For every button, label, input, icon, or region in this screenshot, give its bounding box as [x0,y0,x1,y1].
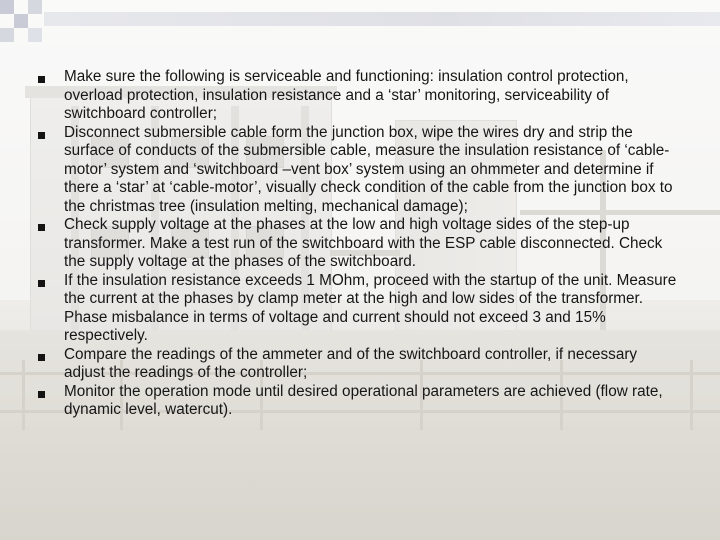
list-item [38,124,678,217]
decor-square [14,14,28,28]
list-item [38,272,678,346]
list-item [38,216,678,272]
list-item-text: Disconnect submersible cable form the junction box, wipe the wires dry and strip the surface of conducts of the submersible cable, measure the insulation resistance of ‘cable-motor’ system and ‘switchboard –vent box’ system using an ohmmeter and determine if there a ‘star’ at ‘cable-motor’, visually check condition of the cable from the junction box to the christmas tree (insulation melting, mechanical damage); [64,123,673,215]
list-item [38,346,678,383]
list-item [38,68,678,124]
square-bullet-icon [38,354,45,361]
square-bullet-icon [38,132,45,139]
decor-square [0,28,14,42]
decor-square [28,0,42,14]
bullet-list-container [38,68,678,420]
list-item [38,383,678,420]
bullet-list [38,68,678,420]
header-decoration [0,0,720,44]
square-bullet-icon [38,280,45,287]
header-bar [44,12,720,26]
square-bullet-icon [38,76,45,83]
list-item-text: Check supply voltage at the phases at the low and high voltage sides of the step-up transformer. Make a test run of the switchboard with the ESP cable disconnected. Check the supply voltage at the phases of the switchboard. [64,216,663,270]
square-bullet-icon [38,391,45,398]
list-item-text: If the insulation resistance exceeds 1 MOhm, proceed with the startup of the unit. Measure the current at the phases by clamp meter at the high and low sides of the transformer. Phase misbalance in terms of voltage and current should not exceed 3 and 15% respectively. [64,271,677,344]
decor-square [0,0,14,14]
decor-square [28,28,42,42]
list-item-text: Monitor the operation mode until desired operational parameters are achieved (flow rate, dynamic level, watercut). [64,382,663,418]
list-item-text: Make sure the following is serviceable and functioning: insulation control protection, overload protection, insulation resistance and a ‘star’ monitoring, serviceability of switchboard controller; [64,68,629,122]
square-bullet-icon [38,224,45,231]
list-item-text: Compare the readings of the ammeter and of the switchboard controller, if necessary adjust the readings of the controller; [64,345,638,381]
